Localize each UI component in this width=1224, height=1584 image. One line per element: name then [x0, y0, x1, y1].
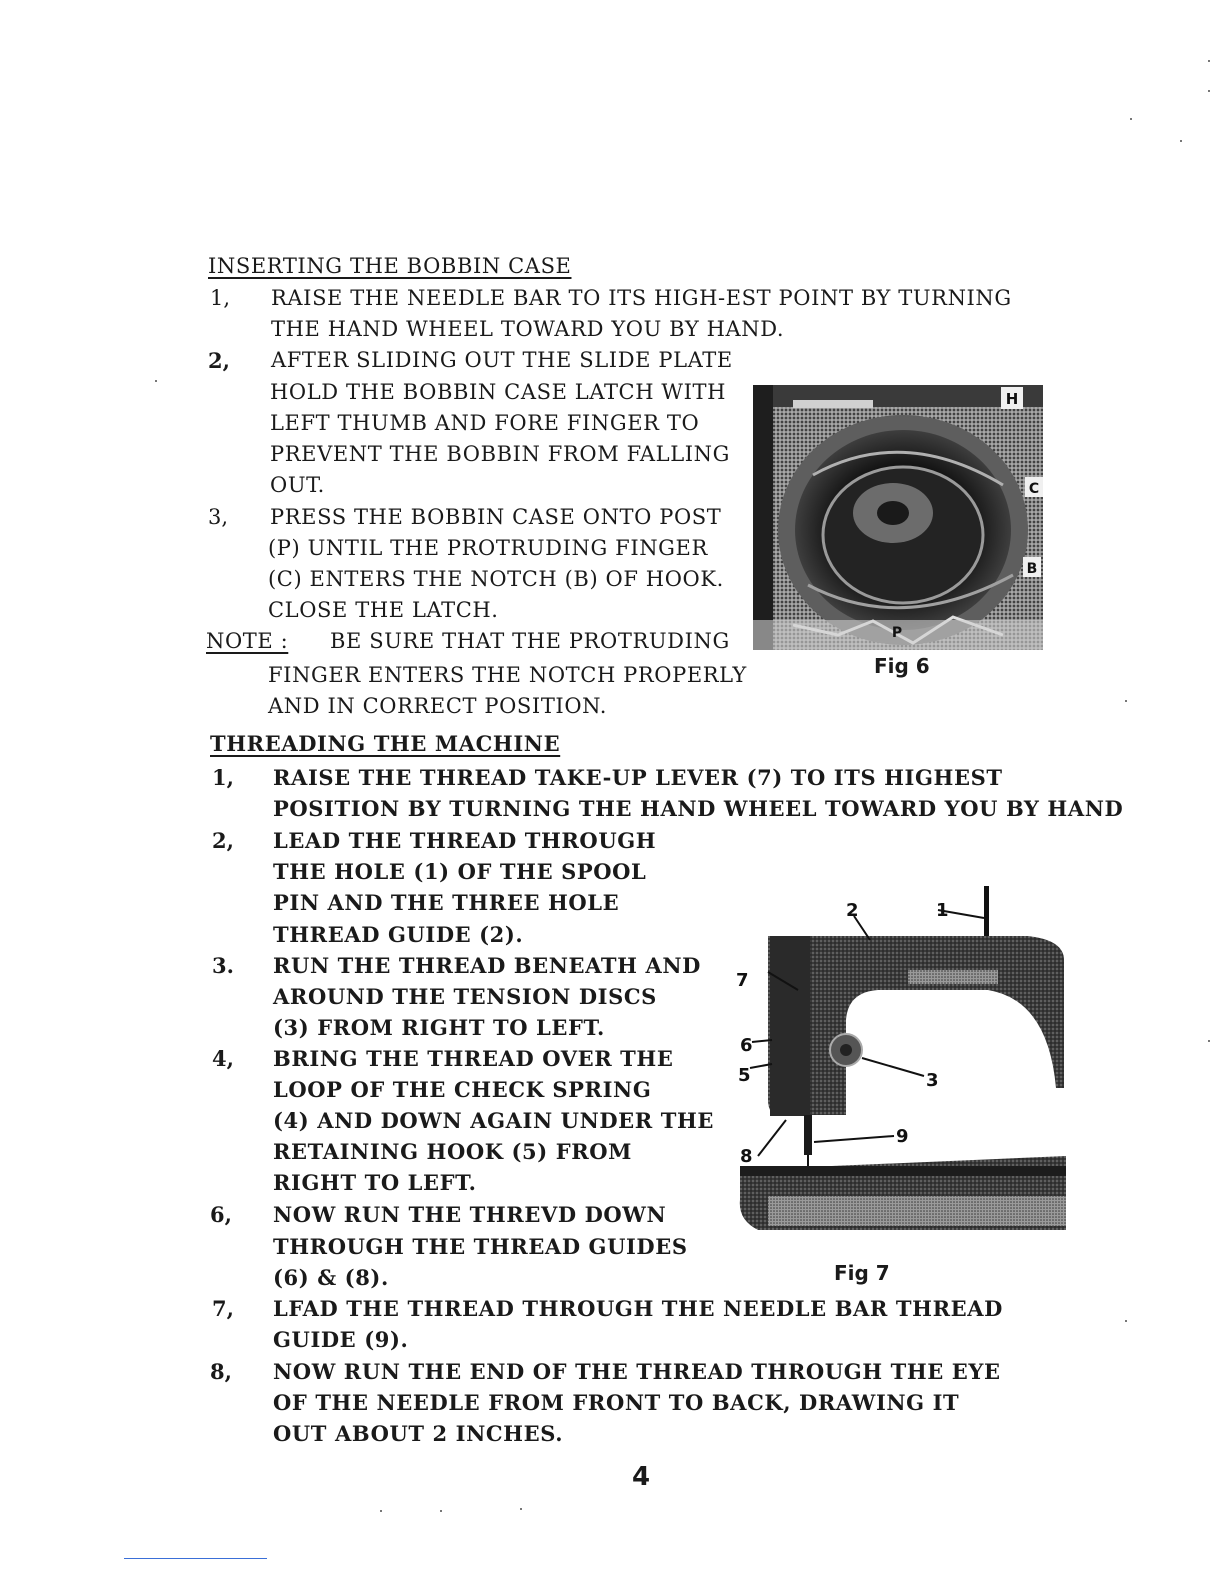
bobbin-step-line: HOLD THE BOBBIN CASE LATCH WITH [270, 380, 727, 404]
figure-7-label-9: 9 [896, 1126, 909, 1147]
bobbin-step-line: CLOSE THE LATCH. [268, 598, 499, 622]
threading-step-line: RAISE THE THREAD TAKE-UP LEVER (7) TO ITS HIGHEST [273, 765, 1003, 790]
threading-step-line: GUIDE (9). [273, 1327, 409, 1352]
threading-step-line: NOW RUN THE THREVD DOWN [273, 1202, 667, 1227]
scan-speck [1208, 60, 1210, 62]
scan-speck [1130, 118, 1132, 120]
bobbin-step-line: OUT. [270, 473, 325, 497]
threading-step-line: POSITION BY TURNING THE HAND WHEEL TOWARD YOU BY HAND [273, 796, 1124, 821]
scan-speck [380, 1510, 382, 1512]
bobbin-step-line: (C) ENTERS THE NOTCH (B) OF HOOK. [268, 567, 724, 591]
bobbin-step-number: 1, [210, 286, 231, 310]
threading-step-number: 1, [212, 765, 234, 790]
scan-speck [520, 1508, 522, 1510]
figure-7-caption: Fig 7 [834, 1261, 890, 1285]
threading-step-number: 3. [212, 953, 234, 978]
sewing-machine-illustration [728, 880, 1068, 1260]
page-number: 4 [632, 1462, 651, 1492]
note-line: BE SURE THAT THE PROTRUDING [330, 629, 730, 653]
figure-7-label-3: 3 [926, 1070, 939, 1091]
bobbin-step-line: LEFT THUMB AND FORE FINGER TO [270, 411, 700, 435]
threading-step-number: 2, [212, 828, 234, 853]
figure-7-label-2: 2 [846, 900, 859, 921]
figure-7-label-7: 7 [736, 970, 749, 991]
threading-step-line: BRING THE THREAD OVER THE [273, 1046, 674, 1071]
bobbin-section-heading: INSERTING THE BOBBIN CASE [208, 254, 572, 278]
bottom-rule [124, 1558, 267, 1559]
threading-step-line: (6) & (8). [273, 1265, 389, 1290]
bobbin-step-line: RAISE THE NEEDLE BAR TO ITS HIGH-EST POINT BY TURNING [271, 286, 1012, 310]
threading-step-number: 7, [212, 1296, 234, 1321]
bobbin-step-number: 3, [208, 505, 229, 529]
bobbin-step-number: 2, [208, 348, 230, 373]
threading-step-line: THROUGH THE THREAD GUIDES [273, 1234, 688, 1259]
threading-step-line: NOW RUN THE END OF THE THREAD THROUGH THE EYE [273, 1359, 1001, 1384]
bobbin-step-line: PRESS THE BOBBIN CASE ONTO POST [270, 505, 722, 529]
figure-7-label-6: 6 [740, 1035, 753, 1056]
figure-6-caption: Fig 6 [874, 654, 930, 678]
threading-step-line: LFAD THE THREAD THROUGH THE NEEDLE BAR THREAD [273, 1296, 1003, 1321]
note-line: AND IN CORRECT POSITION. [268, 694, 608, 718]
threading-step-line: RIGHT TO LEFT. [273, 1170, 477, 1195]
figure-6-label-p: P [891, 625, 903, 641]
threading-step-line: LOOP OF THE CHECK SPRING [273, 1077, 652, 1102]
threading-step-line: OUT ABOUT 2 INCHES. [273, 1421, 564, 1446]
figure-6-label-c: C [1028, 481, 1040, 497]
threading-step-line: AROUND THE TENSION DISCS [273, 984, 657, 1009]
threading-step-line: PIN AND THE THREE HOLE [273, 890, 620, 915]
scan-speck [440, 1510, 442, 1512]
threading-step-line: LEAD THE THREAD THROUGH [273, 828, 657, 853]
threading-step-line: (4) AND DOWN AGAIN UNDER THE [273, 1108, 715, 1133]
bobbin-case-illustration [753, 385, 1043, 650]
threading-step-number: 6, [210, 1202, 232, 1227]
threading-step-line: THE HOLE (1) OF THE SPOOL [273, 859, 647, 884]
figure-7-label-1: 1 [936, 900, 949, 921]
scan-speck [1180, 140, 1182, 142]
threading-step-number: 4, [212, 1046, 234, 1071]
bobbin-step-line: (P) UNTIL THE PROTRUDING FINGER [268, 536, 708, 560]
scan-speck [1125, 700, 1127, 702]
threading-step-number: 8, [210, 1359, 232, 1384]
scan-speck [1208, 90, 1210, 92]
threading-step-line: THREAD GUIDE (2). [273, 922, 524, 947]
figure-6-bobbin-photo [753, 385, 1043, 650]
note-line: FINGER ENTERS THE NOTCH PROPERLY [268, 663, 747, 687]
figure-7-label-8: 8 [740, 1146, 753, 1167]
scan-speck [155, 380, 157, 382]
threading-step-line: RUN THE THREAD BENEATH AND [273, 953, 701, 978]
figure-6-label-b: B [1026, 561, 1038, 577]
figure-6-label-h: H [1005, 390, 1019, 408]
threading-step-line: (3) FROM RIGHT TO LEFT. [273, 1015, 605, 1040]
threading-step-line: RETAINING HOOK (5) FROM [273, 1139, 632, 1164]
bobbin-step-line: PREVENT THE BOBBIN FROM FALLING [270, 442, 731, 466]
figure-7-machine-diagram [728, 880, 1068, 1260]
figure-7-label-5: 5 [738, 1065, 751, 1086]
threading-step-line: OF THE NEEDLE FROM FRONT TO BACK, DRAWING IT [273, 1390, 960, 1415]
scan-speck [1208, 1040, 1210, 1042]
scan-speck [1125, 1320, 1127, 1322]
threading-section-heading: THREADING THE MACHINE [210, 731, 561, 756]
note-label: NOTE : [206, 629, 289, 653]
bobbin-step-line: AFTER SLIDING OUT THE SLIDE PLATE [271, 348, 733, 372]
bobbin-step-line: THE HAND WHEEL TOWARD YOU BY HAND. [271, 317, 785, 341]
